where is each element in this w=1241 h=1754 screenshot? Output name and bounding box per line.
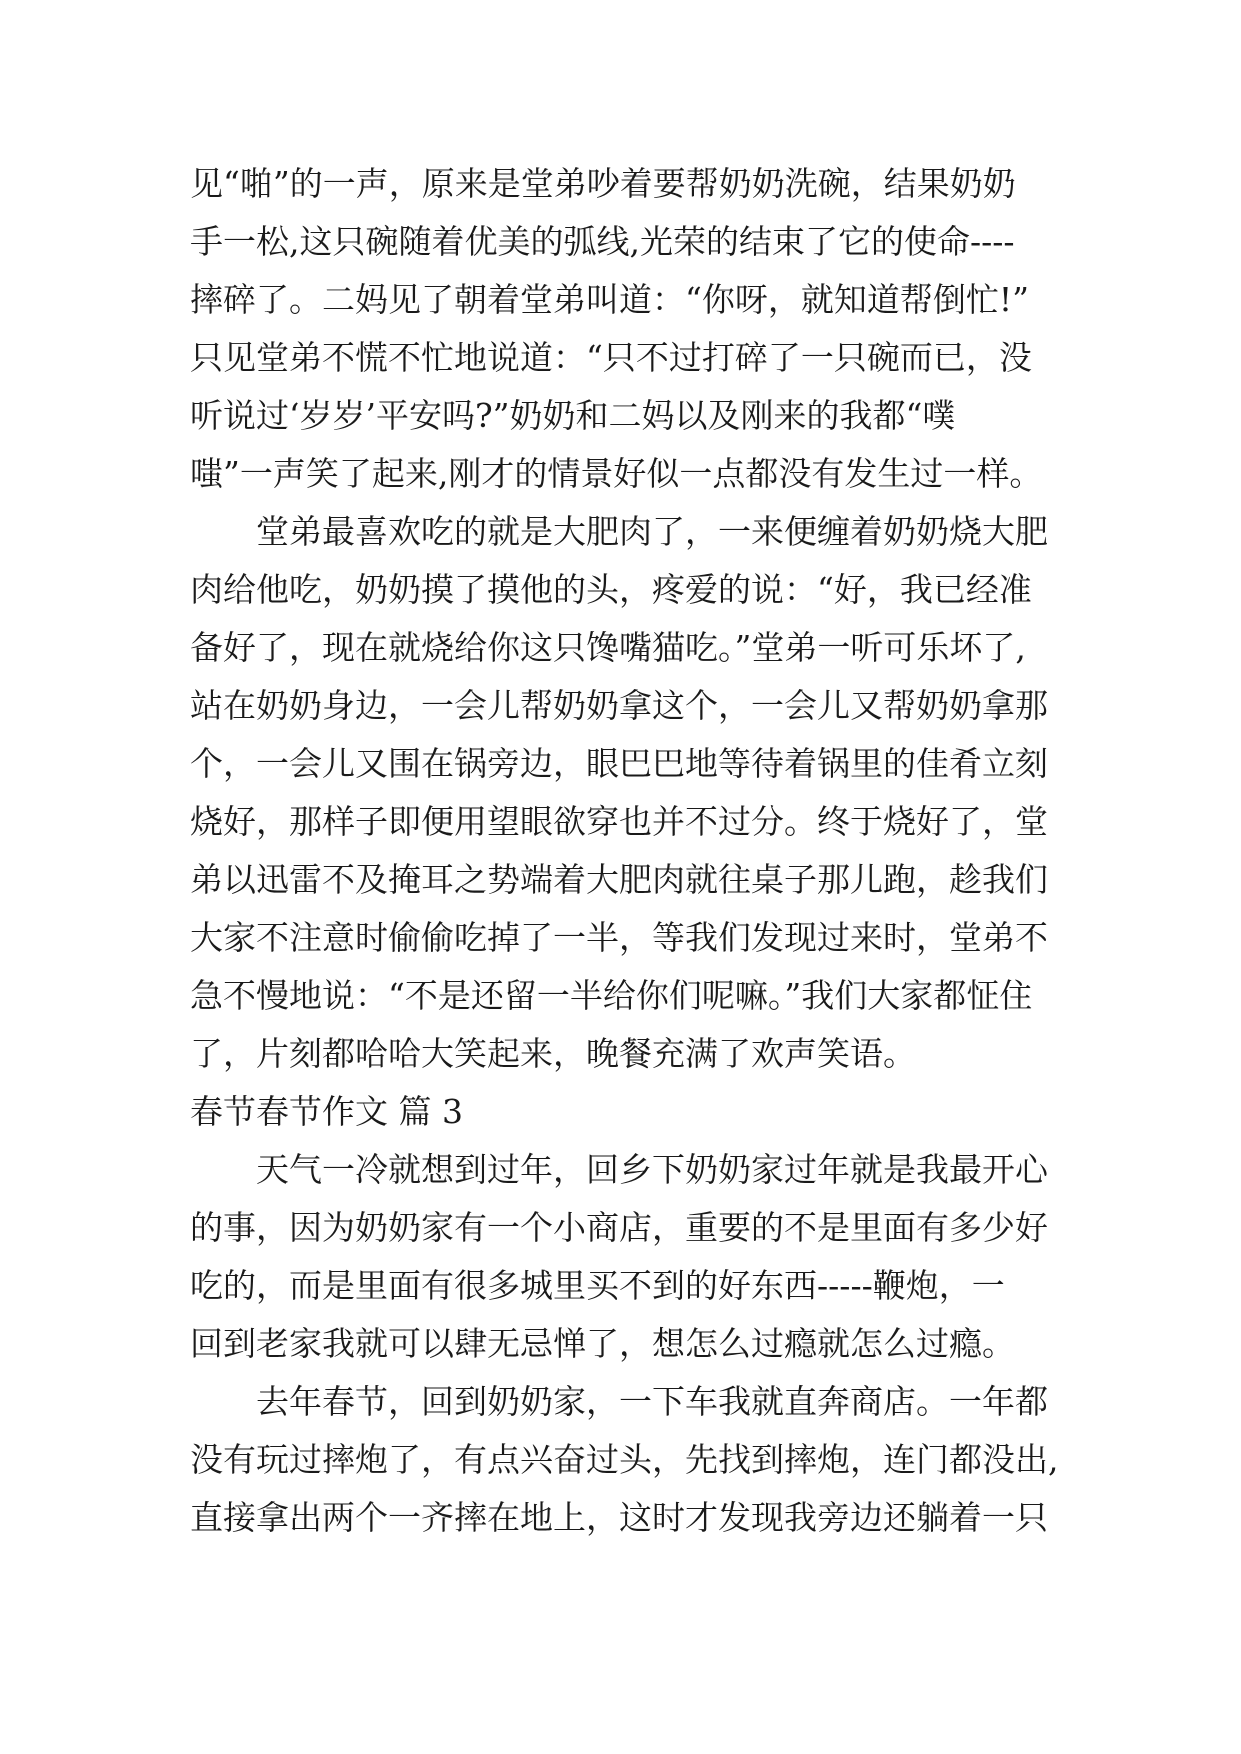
text-line: 听说过‘岁岁’平安吗?”奶奶和二妈以及刚来的我都“噗 bbox=[190, 396, 956, 435]
text-line: 吃的，而是里面有很多城里买不到的好东西-----鞭炮，一 bbox=[190, 1266, 1005, 1305]
text-line: 肉给他吃，奶奶摸了摸他的头，疼爱的说：“好，我已经准 bbox=[190, 570, 1032, 609]
text-line: 只见堂弟不慌不忙地说道：“只不过打碎了一只碗而已，没 bbox=[190, 338, 1032, 377]
text-line: 直接拿出两个一齐摔在地上，这时才发现我旁边还躺着一只 bbox=[190, 1498, 1048, 1537]
text-line: 烧好，那样子即便用望眼欲穿也并不过分。终于烧好了，堂 bbox=[190, 802, 1048, 841]
text-line: 天气一冷就想到过年，回乡下奶奶家过年就是我最开心 bbox=[190, 1150, 1048, 1189]
text-line: 了，片刻都哈哈大笑起来，晚餐充满了欢声笑语。 bbox=[190, 1034, 916, 1073]
text-line: 摔碎了。二妈见了朝着堂弟叫道：“你呀，就知道帮倒忙!” bbox=[190, 280, 1030, 319]
text-line: 嗤”一声笑了起来,刚才的情景好似一点都没有发生过一样。 bbox=[190, 454, 1043, 493]
text-line: 站在奶奶身边，一会儿帮奶奶拿这个，一会儿又帮奶奶拿那 bbox=[190, 686, 1048, 725]
text-line: 急不慢地说：“不是还留一半给你们呢嘛。”我们大家都怔住 bbox=[190, 976, 1033, 1015]
text-line: 弟以迅雷不及掩耳之势端着大肥肉就往桌子那儿跑，趁我们 bbox=[190, 860, 1048, 899]
section-heading: 春节春节作文 篇 3 bbox=[190, 1092, 463, 1131]
text-line: 没有玩过摔炮了，有点兴奋过头，先找到摔炮，连门都没出, bbox=[190, 1440, 1059, 1479]
text-line: 个，一会儿又围在锅旁边，眼巴巴地等待着锅里的佳肴立刻 bbox=[190, 744, 1048, 783]
text-line: 大家不注意时偷偷吃掉了一半，等我们发现过来时，堂弟不 bbox=[190, 918, 1048, 957]
text-line: 回到老家我就可以肆无忌惮了，想怎么过瘾就怎么过瘾。 bbox=[190, 1324, 1015, 1363]
text-line: 备好了，现在就烧给你这只馋嘴猫吃。”堂弟一听可乐坏了, bbox=[190, 628, 1026, 667]
text-line: 堂弟最喜欢吃的就是大肥肉了，一来便缠着奶奶烧大肥 bbox=[190, 512, 1048, 551]
text-line: 的事，因为奶奶家有一个小商店，重要的不是里面有多少好 bbox=[190, 1208, 1048, 1247]
text-line: 去年春节，回到奶奶家，一下车我就直奔商店。一年都 bbox=[190, 1382, 1048, 1421]
document-body bbox=[190, 155, 1059, 1547]
text-line: 手一松,这只碗随着优美的弧线,光荣的结束了它的使命---- bbox=[190, 222, 1015, 261]
text-line: 见“啪”的一声，原来是堂弟吵着要帮奶奶洗碗，结果奶奶 bbox=[190, 164, 1016, 203]
